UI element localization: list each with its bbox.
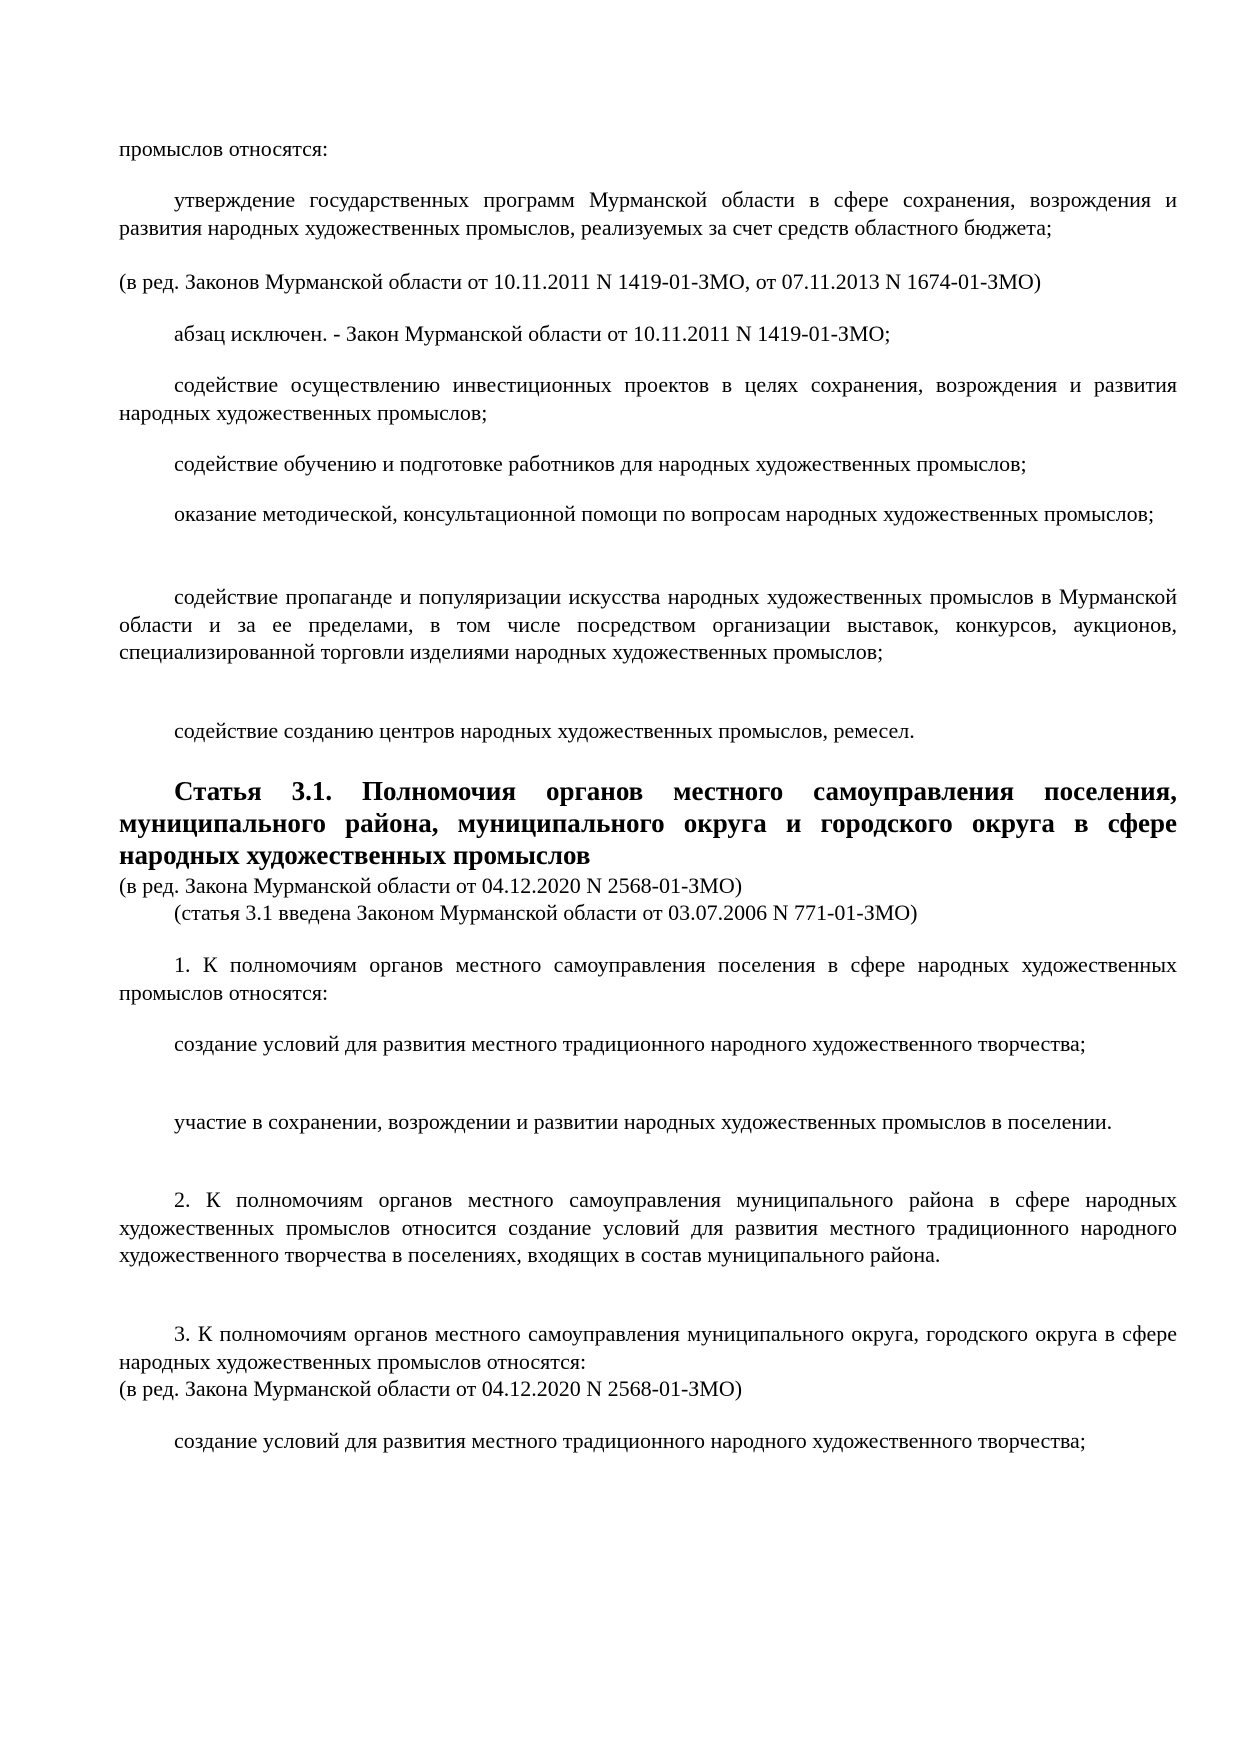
paragraph-craft-centers: содействие созданию центров народных художественных промыслов, ремесел. [174,718,915,743]
article-heading: Статья 3.1. Полномочия органов местного самоуправления поселения, муниципального района, муниципального округа и городского округа в сфере народных художественных промыслов [119,776,1177,870]
section-1-item-conditions: создание условий для развития местного традиционного народного художественного творчества; [174,1031,1086,1056]
paragraph-excluded: абзац исключен. - Закон Мурманской области от 10.11.2011 N 1419-01-ЗМО; [174,321,891,346]
paragraph-state-programs: утверждение государственных программ Мурманской области в сфере сохранения, возрождения и развития народных художественных промыслов, реализуемых за счет средств областного бюджета; [119,187,1177,240]
section-3-amendment-note: (в ред. Закона Мурманской области от 04.12.2020 N 2568-01-ЗМО) [119,1376,743,1401]
paragraph-methodical-help: оказание методической, консультационной помощи по вопросам народных художественных промыслов; [174,501,1155,526]
paragraph-investment-projects: содействие осуществлению инвестиционных проектов в целях сохранения, возрождения и развития народных художественных промыслов; [119,372,1177,425]
section-3: 3. К полномочиям органов местного самоуправления муниципального округа, городского округа в сфере народных художественных промыслов относятся: [119,1321,1177,1374]
amendment-note-1: (в ред. Законов Мурманской области от 10.11.2011 N 1419-01-ЗМО, от 07.11.2013 N 1674-01-ЗМО) [119,269,1042,294]
paragraph-continuation: промыслов относятся: [119,136,329,161]
section-1-item-preservation: участие в сохранении, возрождении и развитии народных художественных промыслов в поселении. [174,1109,1113,1134]
section-2: 2. К полномочиям органов местного самоуправления муниципального района в сфере народных художественных промыслов относится создание условий для развития местного традиционного народного художественного творчества в поселениях, входящих в состав муниципального района. [119,1187,1177,1267]
article-introduced-note: (статья 3.1 введена Законом Мурманской области от 03.07.2006 N 771-01-ЗМО) [174,900,918,925]
section-3-item-conditions: создание условий для развития местного традиционного народного художественного творчества; [174,1428,1086,1453]
section-1: 1. К полномочиям органов местного самоуправления поселения в сфере народных художественных промыслов относятся: [119,952,1177,1005]
paragraph-promotion: содействие пропаганде и популяризации искусства народных художественных промыслов в Мурманской области и за ее пределами, в том числе посредством организации выставок, конкурсов, аукционов, специализированной торговли изделиями народных художественных промыслов; [119,584,1177,664]
paragraph-training: содействие обучению и подготовке работников для народных художественных промыслов; [174,451,1027,476]
article-amendment-note: (в ред. Закона Мурманской области от 04.12.2020 N 2568-01-ЗМО) [119,873,743,898]
